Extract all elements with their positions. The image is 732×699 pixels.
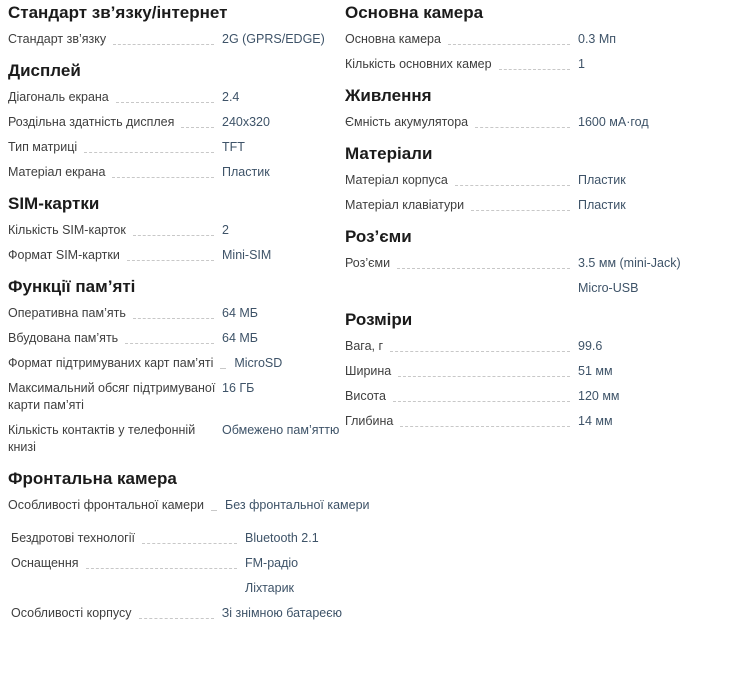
spec-value — [578, 413, 724, 430]
spec-label: Діагональ екрана — [8, 90, 109, 104]
spec-section — [8, 193, 342, 264]
spec-value — [222, 114, 342, 131]
spec-row — [8, 422, 342, 456]
leader-line — [397, 255, 570, 269]
spec-row — [345, 388, 724, 405]
spec-label: Стандарт зв’язку — [8, 32, 107, 46]
leader-line — [133, 305, 214, 319]
leader-line — [127, 247, 214, 261]
spec-label: Глибина — [345, 414, 394, 428]
leader-line — [400, 413, 570, 427]
spec-value — [222, 89, 342, 106]
spec-section — [345, 226, 724, 297]
spec-row — [8, 247, 342, 264]
spec-value-line[interactable]: 240x320 — [222, 115, 270, 129]
spec-row — [8, 139, 342, 156]
spec-label: Матеріал корпуса — [345, 173, 448, 187]
spec-row — [8, 114, 342, 131]
leader-line — [393, 388, 570, 402]
section-title: Живлення — [345, 86, 432, 105]
leader-line — [125, 330, 214, 344]
spec-section — [8, 60, 342, 181]
spec-value — [578, 172, 724, 189]
spec-section — [8, 468, 370, 514]
spec-row — [11, 530, 342, 547]
spec-row — [345, 197, 724, 214]
spec-label: Вбудована пам’ять — [8, 331, 119, 345]
spec-value-line[interactable]: 64 МБ — [222, 306, 258, 320]
section-title: Стандарт зв’язку/інтернет — [8, 3, 228, 22]
spec-value — [222, 380, 342, 397]
spec-value-line[interactable]: 0.3 Мп — [578, 32, 617, 46]
spec-row — [8, 164, 342, 181]
section-title: Фронтальна камера — [8, 469, 177, 488]
section-title: Функції пам’яті — [8, 277, 136, 296]
spec-value-line[interactable]: Пластик — [578, 173, 626, 187]
spec-value — [222, 31, 342, 48]
spec-row — [345, 363, 724, 380]
spec-value-line[interactable]: MicroSD — [234, 356, 283, 370]
spec-label: Роздільна здатність дисплея — [8, 115, 175, 129]
section-title: Дисплей — [8, 61, 81, 80]
spec-row — [345, 338, 724, 355]
spec-section — [8, 2, 342, 48]
spec-row — [11, 555, 342, 597]
spec-label: Висота — [345, 389, 386, 403]
spec-row — [11, 605, 342, 622]
spec-label: Кількість основних камер — [345, 57, 492, 71]
spec-row — [345, 255, 724, 297]
spec-value-line[interactable]: 16 ГБ — [222, 381, 255, 395]
spec-value-line[interactable]: Micro-USB — [578, 281, 639, 295]
spec-label: Ширина — [345, 364, 392, 378]
spec-label: Тип матриці — [8, 140, 78, 154]
leader-line — [86, 555, 238, 569]
spec-value — [578, 197, 724, 214]
spec-value-line[interactable]: 120 мм — [578, 389, 620, 403]
spec-value-line[interactable]: TFT — [222, 140, 245, 154]
spec-label: Максимальний обсяг підтримуваної карти пам’яті — [8, 381, 216, 412]
spec-value-line[interactable]: 1600 мА·год — [578, 115, 649, 129]
spec-value — [245, 530, 342, 547]
spec-value — [225, 497, 370, 514]
spec-value-line[interactable]: Mini-SIM — [222, 248, 272, 262]
spec-value-line[interactable]: Пластик — [222, 165, 270, 179]
spec-value — [222, 422, 342, 439]
spec-value — [222, 330, 342, 347]
spec-value-line[interactable]: Ліхтарик — [245, 581, 295, 595]
spec-value-line[interactable]: Bluetooth 2.1 — [245, 531, 319, 545]
spec-value — [578, 388, 724, 405]
spec-label: Вага, г — [345, 339, 384, 353]
spec-row — [8, 305, 342, 322]
leader-line — [220, 355, 226, 369]
leader-line — [142, 530, 237, 544]
spec-value — [578, 255, 724, 297]
spec-value — [578, 31, 724, 48]
spec-label: Бездротові технології — [11, 531, 135, 545]
spec-row — [345, 31, 724, 48]
spec-value-line[interactable]: 3.5 мм (mini-Jack) — [578, 256, 681, 270]
spec-row — [8, 89, 342, 106]
leader-line — [139, 605, 214, 619]
spec-label: Особливості фронтальної камери — [8, 498, 205, 512]
spec-label: Особливості корпусу — [11, 606, 132, 620]
spec-label: Матеріал клавіатури — [345, 198, 465, 212]
spec-section — [345, 143, 724, 214]
specs-column-right — [345, 2, 724, 438]
spec-value-line[interactable]: 2 — [222, 223, 229, 237]
spec-section — [8, 276, 342, 456]
spec-value — [578, 56, 724, 73]
spec-row — [8, 222, 342, 239]
spec-label: Кількість контактів у телефонній книзі — [8, 423, 196, 454]
spec-section — [345, 309, 724, 430]
spec-label: Оперативна пам’ять — [8, 306, 126, 320]
spec-value — [222, 305, 342, 322]
spec-value-line[interactable]: Без фронтальної камери — [225, 498, 370, 512]
spec-value — [234, 355, 354, 372]
spec-label: Основна камера — [345, 32, 441, 46]
leader-line — [211, 497, 217, 511]
spec-label: Формат SIM-картки — [8, 248, 120, 262]
spec-value-line[interactable]: 64 МБ — [222, 331, 258, 345]
section-title: Розміри — [345, 310, 413, 329]
spec-row — [8, 330, 342, 347]
spec-label: Формат підтримуваних карт пам’яті — [8, 356, 214, 370]
spec-value-line[interactable]: Зі знімною батареєю — [221, 606, 342, 620]
spec-label: Матеріал екрана — [8, 165, 106, 179]
spec-value-line[interactable]: Пластик — [578, 198, 626, 212]
spec-value-line[interactable]: 99.6 — [578, 339, 603, 353]
specs-columns — [8, 2, 724, 630]
leader-line — [181, 114, 214, 128]
spec-value — [578, 114, 724, 131]
leader-line — [133, 222, 214, 236]
leader-line — [499, 56, 570, 70]
spec-row — [8, 355, 342, 372]
spec-value — [578, 338, 724, 355]
leader-line — [475, 114, 570, 128]
leader-line — [116, 89, 214, 103]
spec-section — [345, 2, 724, 73]
section-title: SIM-картки — [8, 194, 100, 213]
spec-section — [8, 530, 342, 622]
section-title: Основна камера — [345, 3, 484, 22]
leader-line — [112, 164, 214, 178]
spec-label: Ємність акумулятора — [345, 115, 469, 129]
leader-line — [113, 31, 214, 45]
spec-row — [8, 31, 342, 48]
spec-value-line[interactable]: Обмежено пам’яттю — [222, 423, 340, 437]
leader-line — [471, 197, 570, 211]
spec-value — [222, 164, 342, 181]
spec-value-line[interactable]: 14 мм — [578, 414, 613, 428]
spec-value-line[interactable]: 2G (GPRS/EDGE) — [222, 32, 325, 46]
spec-value-line[interactable]: 1 — [578, 57, 585, 71]
spec-value — [222, 222, 342, 239]
spec-label: Роз’єми — [345, 256, 391, 270]
spec-value — [222, 139, 342, 156]
spec-row — [8, 380, 342, 414]
spec-row — [345, 114, 724, 131]
spec-value-line[interactable]: 2.4 — [222, 90, 240, 104]
spec-row — [8, 497, 370, 514]
section-title: Матеріали — [345, 144, 433, 163]
spec-value — [222, 605, 342, 622]
spec-value — [245, 555, 342, 597]
spec-row — [345, 172, 724, 189]
leader-line — [448, 31, 570, 45]
spec-value — [578, 363, 724, 380]
leader-line — [455, 172, 570, 186]
spec-section — [345, 85, 724, 131]
section-title: Роз’єми — [345, 227, 412, 246]
leader-line — [398, 363, 570, 377]
spec-value — [222, 247, 342, 264]
spec-value-line[interactable]: FM-радіо — [245, 556, 299, 570]
spec-label: Оснащення — [11, 556, 79, 570]
leader-line — [390, 338, 570, 352]
spec-row — [345, 56, 724, 73]
leader-line — [84, 139, 214, 153]
spec-value-line[interactable]: 51 мм — [578, 364, 613, 378]
spec-label: Кількість SIM-карток — [8, 223, 126, 237]
spec-row — [345, 413, 724, 430]
